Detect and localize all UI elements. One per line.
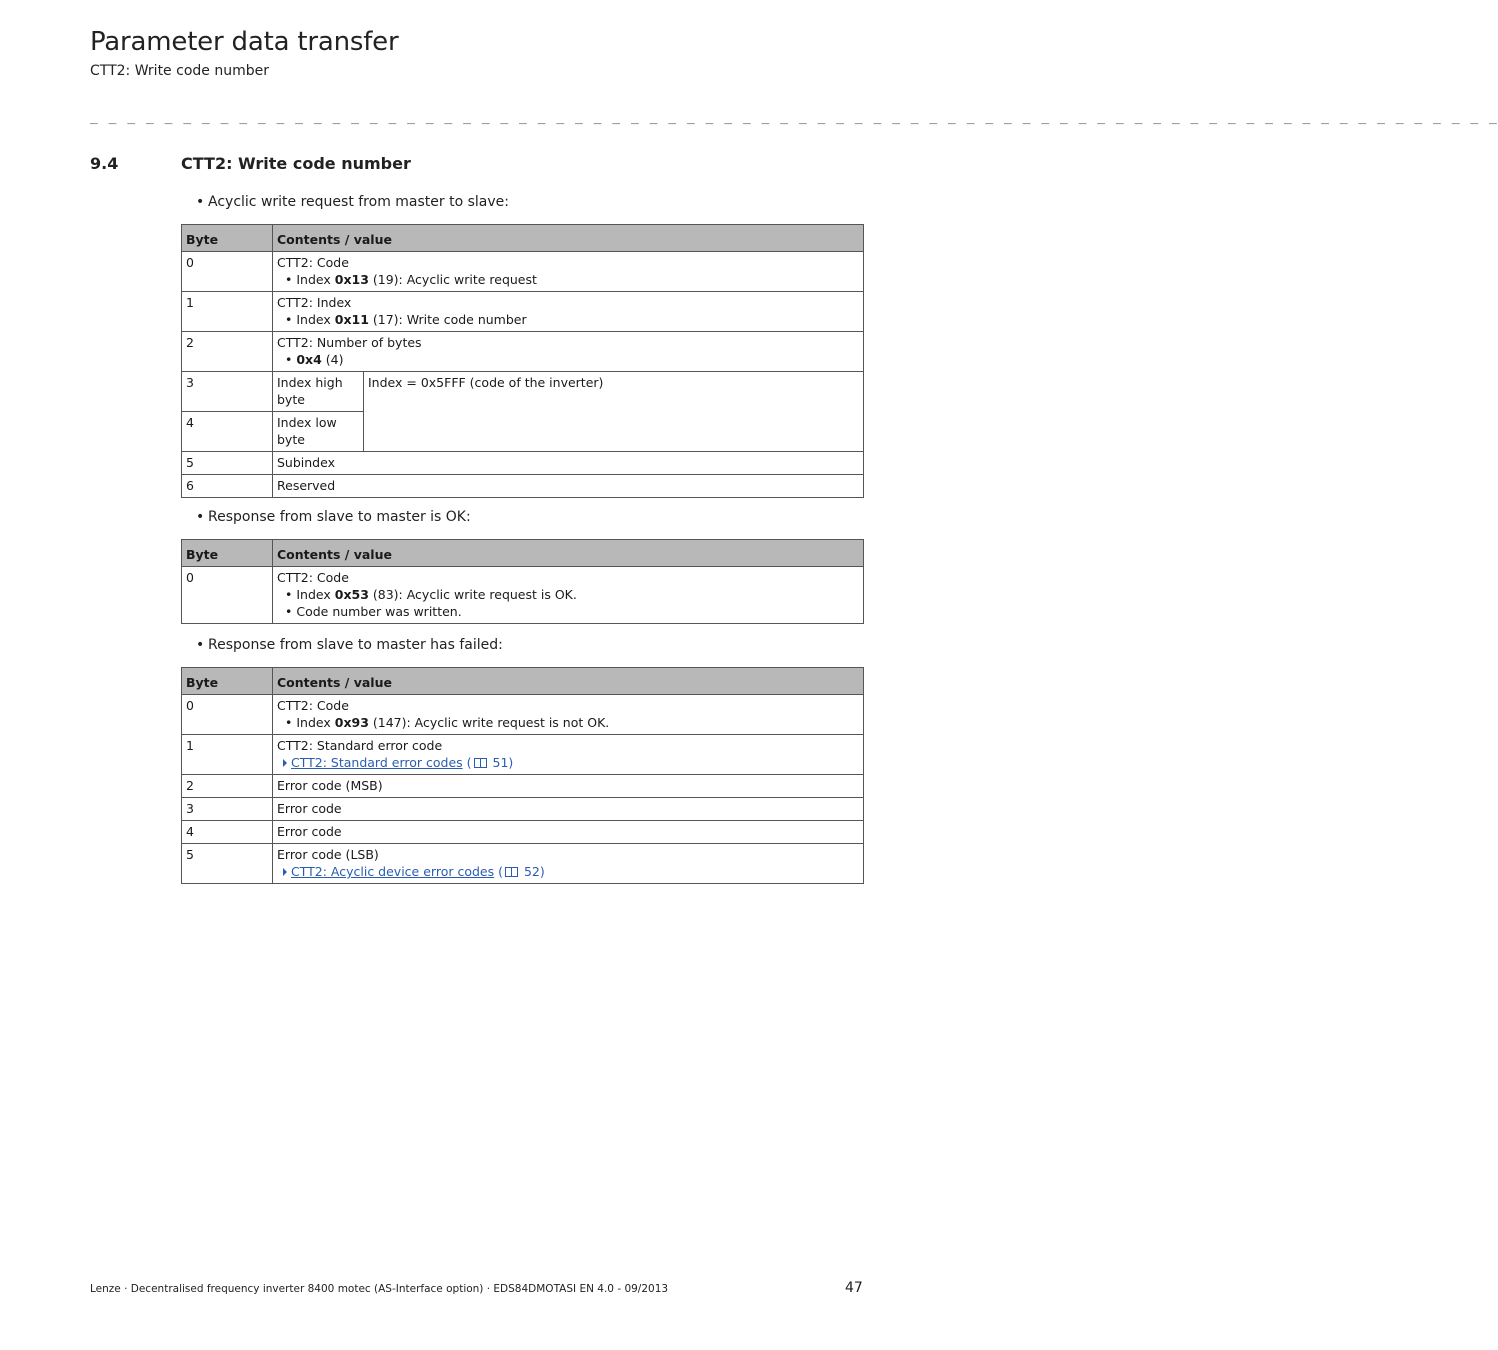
failed-table	[181, 667, 864, 884]
header-contents: Contents / value	[273, 225, 864, 252]
section-number: 9.4	[90, 154, 119, 173]
table-row: 3 Error code	[182, 798, 864, 821]
table-row: 4 Error code	[182, 821, 864, 844]
section-heading	[90, 154, 411, 173]
table-row: 0 CTT2: Code • Index 0x93 (147): Acyclic write request is not OK.	[182, 695, 864, 735]
dashed-divider: _ _ _ _ _ _ _ _ _ _ _ _ _ _ _ _ _ _ _ _ _ _ _ _ _ _ _ _ _ _ _ _ _ _ _ _ _ _ _ _ _ _ _ _ _ _ _ _ _ _ _ _ _ _ _ _ _ _ _ _ _ _ _ _ _ _ _ _ _ _ _ _ _ _ _ _	[90, 110, 1498, 125]
header-byte: Byte	[182, 225, 273, 252]
page-title: Parameter data transfer	[90, 27, 399, 57]
table-row: 5 Subindex	[182, 452, 864, 475]
request-table	[181, 224, 864, 498]
link-arrow-icon	[283, 868, 287, 876]
book-icon	[505, 867, 518, 877]
page-subtitle: CTT2: Write code number	[90, 63, 269, 79]
bullet-failed: • Response from slave to master has failed:	[196, 637, 503, 653]
ok-table	[181, 539, 864, 624]
table-row: 4 Index low byte	[182, 412, 864, 452]
section-title: CTT2: Write code number	[181, 154, 411, 173]
table-row: 5 Error code (LSB) CTT2: Acyclic device error codes ( 52)	[182, 844, 864, 884]
link-acyclic-device-error-codes[interactable]: CTT2: Acyclic device error codes	[291, 864, 495, 879]
table-row: 2 CTT2: Number of bytes • 0x4 (4)	[182, 332, 864, 372]
link-arrow-icon	[283, 759, 287, 767]
table-row: 6 Reserved	[182, 475, 864, 498]
book-icon	[474, 758, 487, 768]
table-header-row: Byte Contents / value	[182, 540, 864, 567]
bullet-request: • Acyclic write request from master to slave:	[196, 194, 509, 210]
page-number: 47	[845, 1280, 863, 1296]
table-row: 3 Index high byte Index = 0x5FFF (code of the inverter)	[182, 372, 864, 412]
bullet-ok: • Response from slave to master is OK:	[196, 509, 471, 525]
table-header-row: Byte Contents / value	[182, 668, 864, 695]
footer-text: Lenze · Decentralised frequency inverter 8400 motec (AS-Interface option) · EDS84DMOTASI EN 4.0 - 09/2013	[90, 1283, 669, 1295]
table-row: 2 Error code (MSB)	[182, 775, 864, 798]
table-row: 0 CTT2: Code • Index 0x13 (19): Acyclic write request	[182, 252, 864, 292]
table-row: 1 CTT2: Index • Index 0x11 (17): Write code number	[182, 292, 864, 332]
link-standard-error-codes[interactable]: CTT2: Standard error codes	[291, 755, 463, 770]
table-header-row	[182, 225, 864, 252]
table-row: 0 CTT2: Code • Index 0x53 (83): Acyclic write request is OK. • Code number was written.	[182, 567, 864, 624]
table-row: 1 CTT2: Standard error code CTT2: Standard error codes ( 51)	[182, 735, 864, 775]
